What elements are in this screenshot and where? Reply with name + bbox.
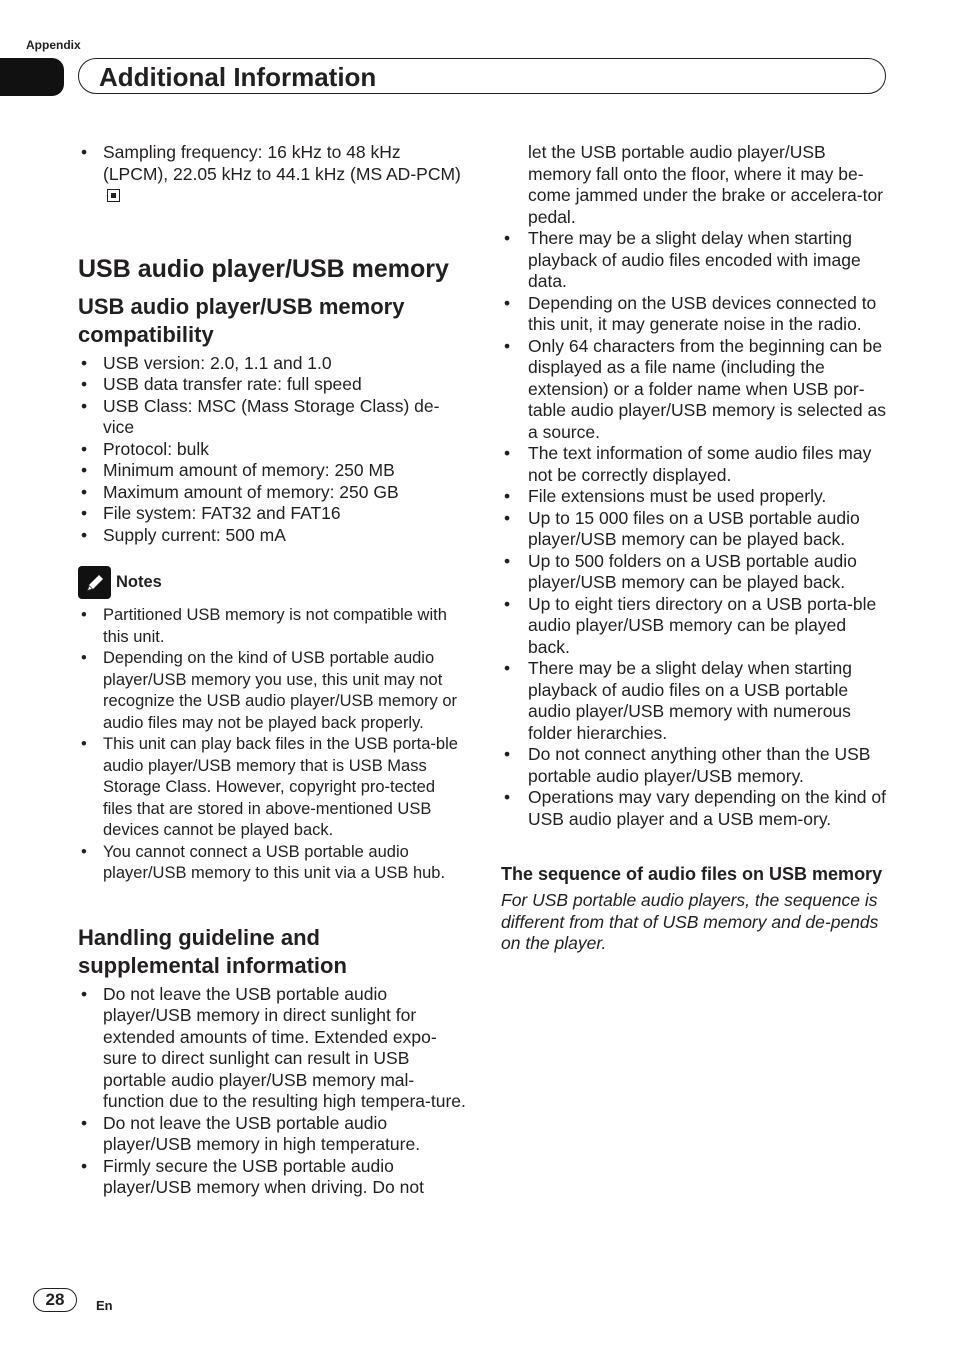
page-title: Additional Information <box>99 62 377 92</box>
list-item: • Protocol: bulk <box>78 439 466 461</box>
list-item: • USB data transfer rate: full speed <box>78 374 466 396</box>
subsection-heading: Handling guideline and supplemental information <box>78 924 347 978</box>
list-item: • USB Class: MSC (Mass Storage Class) de-vice <box>78 396 466 439</box>
list-item: • Partitioned USB memory is not compatible with this unit. <box>78 605 466 648</box>
right-bullet-list <box>501 228 889 830</box>
list-item: • Minimum amount of memory: 250 MB <box>78 460 466 482</box>
compat-bullet-list <box>78 353 466 547</box>
top-bullet-list <box>78 142 466 207</box>
list-item: • Up to 15 000 files on a USB portable audio player/USB memory can be played back. <box>501 508 889 551</box>
list-item: • The text information of some audio files may not be correctly displayed. <box>501 443 889 486</box>
language-label: En <box>96 1298 113 1313</box>
notes-bullet-list <box>78 605 466 885</box>
subsection-heading: The sequence of audio files on USB memory <box>501 864 883 884</box>
page-title-box <box>78 58 886 94</box>
continued-paragraph: let the USB portable audio player/USB memory fall onto the floor, where it may be-come jammed under the brake or accelera-tor pedal. <box>528 142 884 227</box>
notes-header <box>78 566 466 599</box>
list-item: • There may be a slight delay when starting playback of audio files encoded with image data. <box>501 228 889 293</box>
list-item: • Maximum amount of memory: 250 GB <box>78 482 466 504</box>
list-item: • USB version: 2.0, 1.1 and 1.0 <box>78 353 466 375</box>
list-item: • File system: FAT32 and FAT16 <box>78 503 466 525</box>
list-item: • Up to 500 folders on a USB portable audio player/USB memory can be played back. <box>501 551 889 594</box>
list-item: • Do not leave the USB portable audio player/USB memory in high temperature. <box>78 1113 466 1156</box>
list-item: • Depending on the kind of USB portable audio player/USB memory you use, this unit may not recognize the USB audio player/USB memory or audio files may not be played back properly. <box>78 648 466 734</box>
list-item: • Do not connect anything other than the USB portable audio player/USB memory. <box>501 744 889 787</box>
list-item: • Depending on the USB devices connected to this unit, it may generate noise in the radio. <box>501 293 889 336</box>
list-item: • Supply current: 500 mA <box>78 525 466 547</box>
list-item: • You cannot connect a USB portable audio player/USB memory to this unit via a USB hub. <box>78 842 466 885</box>
sequence-paragraph: For USB portable audio players, the sequence is different from that of USB memory and de-pends on the player. <box>501 890 879 953</box>
handling-bullet-list <box>78 984 466 1199</box>
page-number: 28 <box>33 1288 77 1312</box>
list-item: • Only 64 characters from the beginning can be displayed as a file name (including the extension) or a folder name when USB por-table audio player/USB memory is selected as a source. <box>501 336 889 444</box>
pencil-icon <box>78 566 111 599</box>
left-column <box>78 142 466 1199</box>
section-label: Appendix <box>26 38 81 52</box>
stop-icon <box>107 189 120 202</box>
notes-label: Notes <box>116 573 162 591</box>
list-item: • Firmly secure the USB portable audio player/USB memory when driving. Do not <box>78 1156 466 1199</box>
section-tab-marker <box>0 58 64 96</box>
section-heading: USB audio player/USB memory <box>78 254 449 283</box>
list-item: • This unit can play back files in the USB porta-ble audio player/USB memory that is USB Mass Storage Class. However, copyright pro-tected files that are stored in above-mentioned USB devices cannot be played back. <box>78 734 466 842</box>
list-item: • Do not leave the USB portable audio player/USB memory in direct sunlight for extended amounts of time. Extended expo-sure to direct sunlight can result in USB portable audio player/USB memory mal-function due to the resulting high tempera-ture. <box>78 984 466 1113</box>
list-item: • Operations may vary depending on the kind of USB audio player and a USB mem-ory. <box>501 787 889 830</box>
right-column <box>501 142 889 955</box>
subsection-heading: USB audio player/USB memory compatibility <box>78 293 405 347</box>
list-item: • Sampling frequency: 16 kHz to 48 kHz (LPCM), 22.05 kHz to 44.1 kHz (MS AD-PCM) <box>78 142 466 207</box>
list-item: • File extensions must be used properly. <box>501 486 889 508</box>
list-item: • Up to eight tiers directory on a USB porta-ble audio player/USB memory can be played back. <box>501 594 889 659</box>
list-item: • There may be a slight delay when starting playback of audio files on a USB portable audio player/USB memory with numerous folder hierarchies. <box>501 658 889 744</box>
